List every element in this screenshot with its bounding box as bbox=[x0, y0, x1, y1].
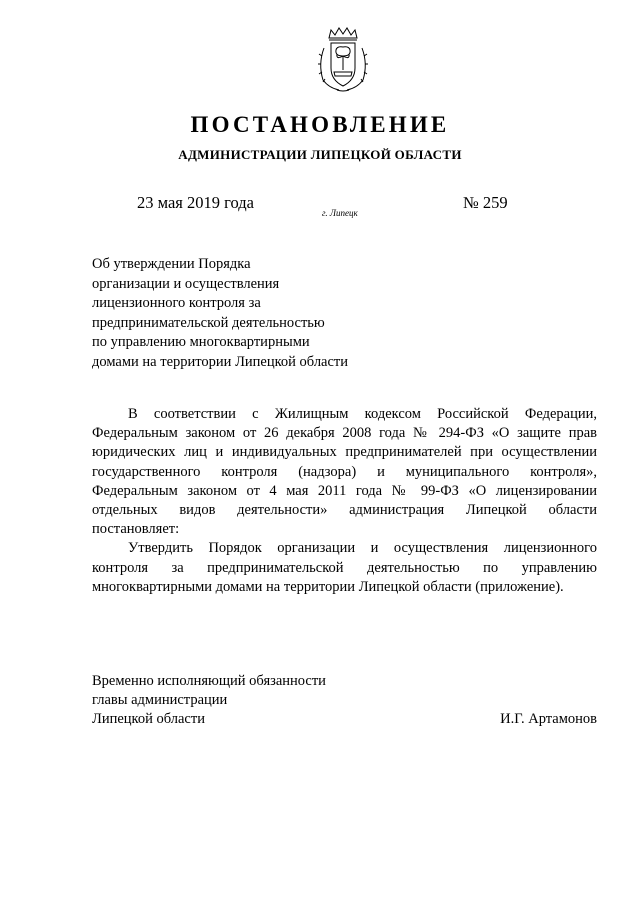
signer-position-line: главы администрации bbox=[92, 692, 228, 709]
document-type-title: ПОСТАНОВЛЕНИЕ bbox=[190, 112, 450, 137]
signature-block bbox=[92, 672, 597, 730]
subject-line: по управлению многоквартирными bbox=[92, 334, 310, 351]
signer-name: И.Г. Артамонов bbox=[500, 711, 597, 728]
subject-line: предпринимательской деятельностью bbox=[92, 314, 325, 331]
body-paragraph: В соответствии с Жилищным кодексом Российской Федерации, Федеральным законом от 26 декабря 2008 года № 294-ФЗ «О защите прав юридических лиц и индивидуальных предпринимателей при осуществлении государственного контроля (надзора) и муниципального контроля», Федеральным законом от 4 мая 2011 года № 99-ФЗ «О лицензировании отдельных видов деятельности» администрация Липецкой области постановляет: bbox=[92, 406, 597, 538]
body-paragraph: Утвердить Порядок организации и осуществления лицензионного контроля за предпринимательской деятельностью по управлению многоквартирными домами на территории Липецкой области (приложение). bbox=[92, 540, 597, 595]
document-place: г. Липецк bbox=[322, 208, 358, 218]
signer-position-line: Временно исполняющий обязанности bbox=[92, 673, 326, 689]
document-subject bbox=[92, 255, 348, 373]
document-body bbox=[92, 405, 597, 597]
subject-line: Об утверждении Порядка bbox=[92, 256, 251, 272]
document-date: 23 мая 2019 года bbox=[137, 193, 254, 212]
subject-line: домами на территории Липецкой области bbox=[92, 353, 349, 370]
subject-line: организации и осуществления bbox=[92, 275, 280, 292]
signer-position-line: Липецкой области bbox=[92, 711, 205, 728]
document-number: № 259 bbox=[463, 193, 508, 212]
subject-line: лицензионного контроля за bbox=[92, 295, 261, 312]
issuing-authority: АДМИНИСТРАЦИИ ЛИПЕЦКОЙ ОБЛАСТИ bbox=[178, 147, 462, 162]
coat-of-arms-icon bbox=[315, 26, 371, 94]
